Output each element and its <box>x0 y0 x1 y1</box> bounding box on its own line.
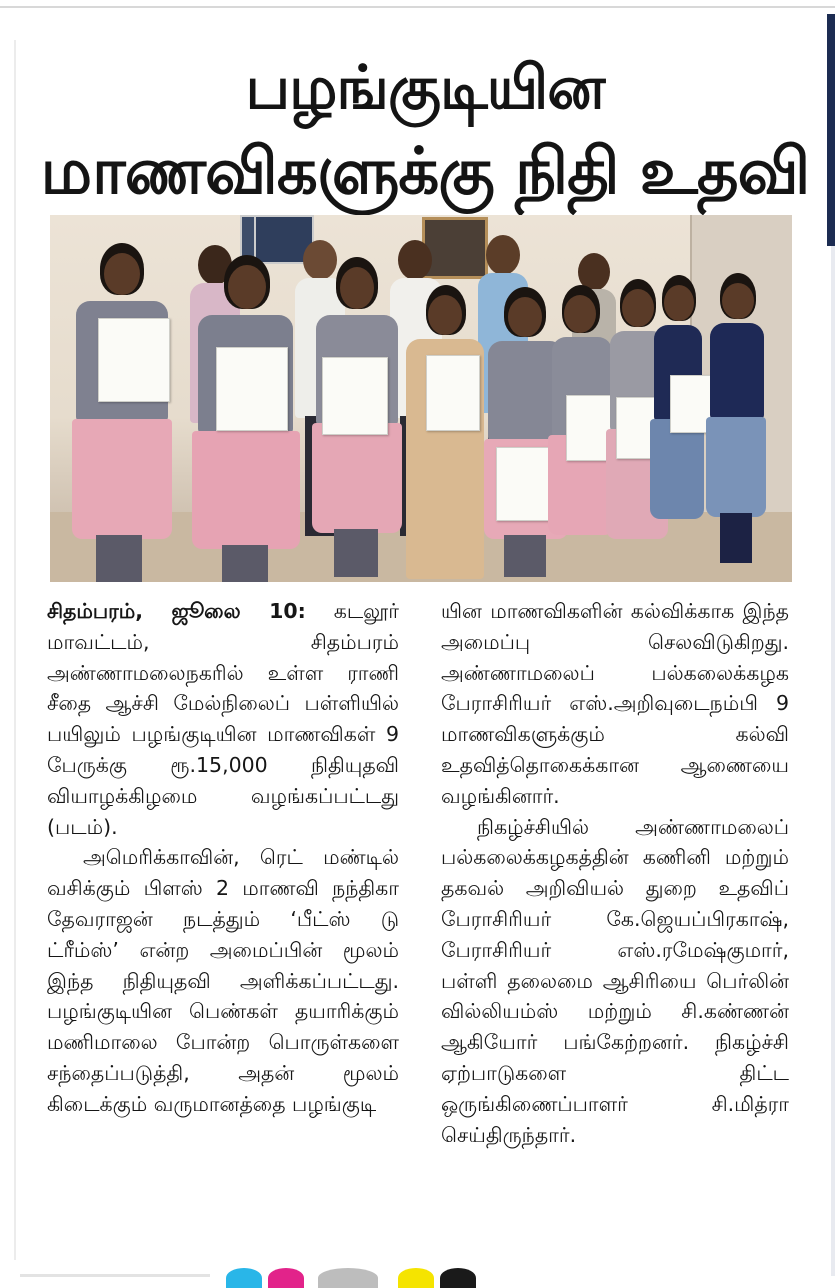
registration-mark-grey <box>318 1268 378 1288</box>
headline-line-1: பழங்குடியின <box>245 53 605 123</box>
photo-certificate <box>322 357 388 435</box>
registration-mark-yellow <box>398 1268 434 1288</box>
article-dateline: சிதம்பரம், ஜூலை 10: <box>47 599 306 623</box>
photo-student <box>706 273 768 563</box>
top-rule <box>0 6 835 8</box>
news-photo <box>50 215 792 582</box>
photo-certificate <box>426 355 480 431</box>
photo-certificate <box>496 447 550 521</box>
article-paragraph-1 <box>47 596 399 842</box>
photo-certificate <box>216 347 288 431</box>
photo-certificate <box>98 318 170 402</box>
page-edge-strip <box>827 14 835 246</box>
article-paragraph-2: அமெரிக்காவின், ரெட் மண்டில் வசிக்கும் பிளஸ் 2 மாணவி நந்திகா தேவராஜன் நடத்தும் ‘பீட்ஸ் டு ட்ரீம்ஸ்’ என்ற அமைப்பின் மூலம் இந்த நிதியுதவி அளிக்கப்பட்டது. பழங்குடியின பெண்கள் தயாரிக்கும் மணிமாலை போன்ற பொருள்களை சந்தைப்படுத்தி, அதன் மூலம் கிடைக்கும் வருமானத்தை பழங்குடி <box>47 845 399 1116</box>
registration-rule <box>20 1274 210 1277</box>
article-column-2 <box>441 596 789 1150</box>
registration-mark-black <box>440 1268 476 1288</box>
article-paragraph-2-continued: யின மாணவிகளின் கல்விக்காக இந்த அமைப்பு செலவிடுகிறது. அண்ணாமலைப் பல்கலைக்கழக பேராசிரியர் எஸ்.அறிவுடைநம்பி 9 மாணவிகளுக்கும் கல்வி உதவித்தொகைக்கான ஆணையை வழங்கினார். <box>441 599 789 808</box>
page-edge-shadow <box>831 246 835 1276</box>
registration-mark-cyan <box>226 1268 262 1288</box>
article-paragraph-3: நிகழ்ச்சியில் அண்ணாமலைப் பல்கலைக்கழகத்தின் கணினி மற்றும் தகவல் அறிவியல் துறை உதவிப் பேராசிரியர் கே.ஜெயப்பிரகாஷ், பேராசிரியர் எஸ்.ரமேஷ்குமார், பள்ளி தலைமை ஆசிரியை பெர்லின் வில்லியம்ஸ் மற்றும் சி.கண்ணன் ஆகியோர் பங்கேற்றனர். நிகழ்ச்சி ஏற்பாடுகளை திட்ட ஒருங்கிணைப்பாளர் சி.மித்ரா செய்திருந்தார். <box>441 814 789 1147</box>
article-paragraph-1-text: கடலூர் மாவட்டம், சிதம்பரம் அண்ணாமலைநகரில் உள்ள ராணி சீதை ஆச்சி மேல்நிலைப் பள்ளியில் பயிலும் பழங்குடியின மாணவிகள் 9 பேருக்கு ரூ.15,000 நிதியுதவி வியாழக்கிழமை வழங்கப்பட்டது (படம்). <box>47 599 399 839</box>
left-margin-line <box>14 40 16 1260</box>
headline-line-2: மாணவிகளுக்கு நிதி உதவி <box>40 135 810 209</box>
article-column-1 <box>47 596 399 1120</box>
photo-student <box>400 285 490 582</box>
photo-student <box>66 243 176 582</box>
registration-mark-magenta <box>268 1268 304 1288</box>
